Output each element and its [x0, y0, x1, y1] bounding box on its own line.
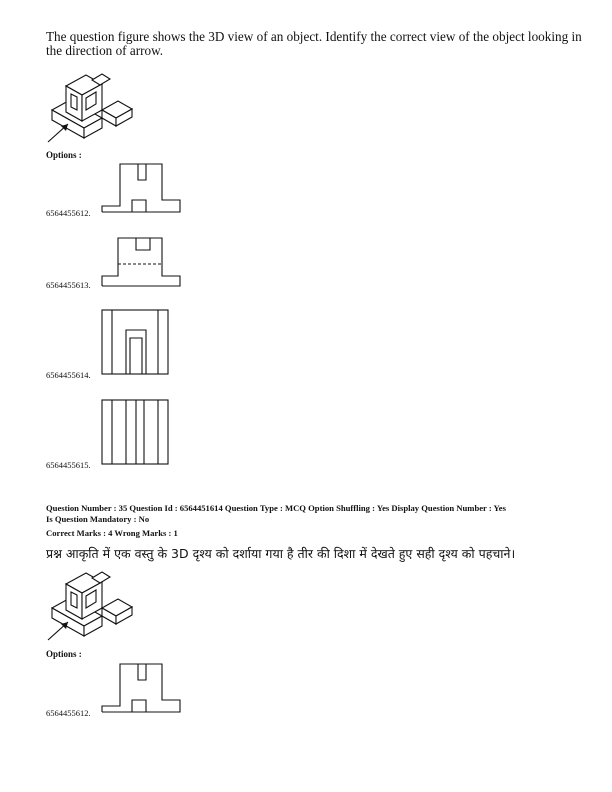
- options-label: Options :: [46, 150, 82, 160]
- question-meta-line-1: Question Number : 35 Question Id : 6564451614 Question Type : MCQ Option Shuffling : Yes Display Question Number : Yes: [46, 503, 506, 513]
- question-meta-line-2: Is Question Mandatory : No: [46, 514, 150, 524]
- options-label-2: Options :: [46, 649, 82, 659]
- option-figure-4[interactable]: [100, 398, 172, 468]
- option-id-2-1[interactable]: 6564455612.: [46, 708, 91, 718]
- option-id-4[interactable]: 6564455615.: [46, 460, 91, 470]
- question-meta-line-3: Correct Marks : 4 Wrong Marks : 1: [46, 528, 178, 538]
- question-3d-figure: [42, 72, 142, 152]
- option-figure-2-1[interactable]: [100, 660, 184, 716]
- option-id-2[interactable]: 6564455613.: [46, 280, 91, 290]
- question-text-hindi: प्रश्न आकृति में एक वस्तु के 3D दृश्य को दर्शाया गया है तीर की दिशा में देखते हुए सही दृश्य को पहचाने।: [46, 546, 516, 561]
- question-text: The question figure shows the 3D view of an object. Identify the correct view of the object looking in the direction of arrow.: [46, 29, 582, 58]
- option-id-3[interactable]: 6564455614.: [46, 370, 91, 380]
- question-3d-figure-2: [42, 570, 142, 650]
- option-figure-2[interactable]: [100, 234, 184, 290]
- option-id-1[interactable]: 6564455612.: [46, 208, 91, 218]
- option-figure-3[interactable]: [100, 308, 172, 378]
- option-figure-1[interactable]: [100, 160, 184, 216]
